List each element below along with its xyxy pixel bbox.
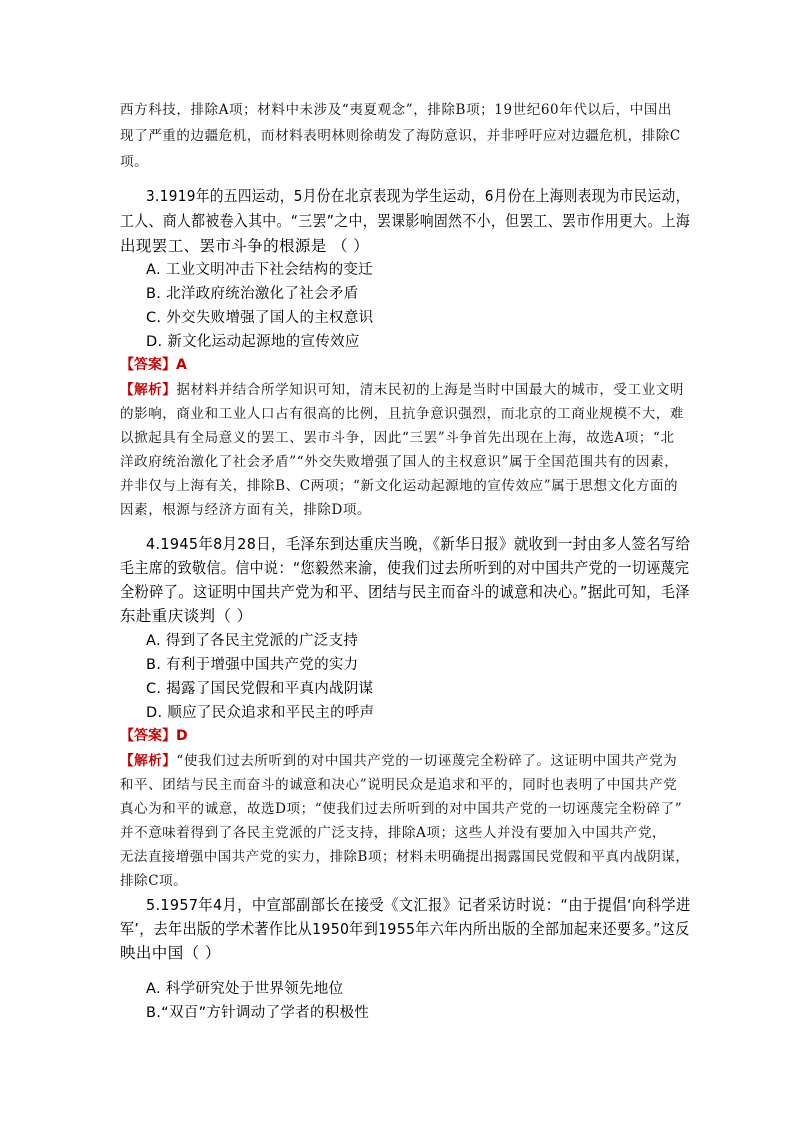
q4-stem-line: 毛主席的致敬信。信中说：“您毅然来渝，使我们过去所听到的对中国共产党的一切诬蔑完 — [120, 559, 690, 577]
q4-analysis-line: 无法直接增强中国共产党的实力，排除B项；材料未明确提出揭露国民党假和平真内战阴谋， — [120, 849, 690, 865]
answer-letter: D — [176, 728, 188, 744]
q3-analysis-line: 因素，根源与经济方面有关，排除D项。 — [120, 502, 372, 518]
prev-analysis-line: 西方科技，排除A项；材料中未涉及“夷夏观念”，排除B项；19世纪60年代以后，中国出 — [120, 102, 673, 118]
q3-option-b: B. 北洋政府统治激化了社会矛盾 — [146, 286, 359, 302]
q4-analysis-line — [120, 749, 677, 769]
q4-stem-line: 全粉碎了。这证明中国共产党为和平、团结与民主而奋斗的诚意和决心。”据此可知，毛泽 — [120, 583, 690, 601]
q4-option-d: D. 顺应了民众追求和平民主的呼声 — [146, 705, 375, 721]
q3-stem-line: 3.1919年的五四运动，5月份在北京表现为学生运动，6月份在上海则表现为市民运动， — [146, 187, 690, 205]
analysis-tag: 【解析】 — [120, 753, 177, 769]
q5-stem-line: 映出中国（ ） — [120, 944, 221, 962]
prev-analysis-line: 现了严重的边疆危机，而材料表明林则徐萌发了海防意识，并非呼吁应对边疆危机，排除C — [120, 128, 681, 144]
q5-stem-line: 军’，去年出版的学术著作比从1950年到1955年六年内所出版的全部加起来还要多。”这反 — [120, 920, 690, 938]
analysis-tag: 【解析】 — [120, 382, 177, 398]
analysis-text: “使我们过去所听到的对中国共产党的一切诬蔑完全粉碎了。这证明中国共产党为 — [176, 753, 678, 769]
q3-option-c: C. 外交失败增强了国人的主权意识 — [146, 310, 374, 326]
answer-letter: A — [176, 357, 187, 373]
q4-analysis-line: 和平、团结与民主而奋斗的诚意和决心”说明民众是追求和平的，同时也表明了中国共产党 — [120, 777, 678, 793]
q4-stem-line: 4.1945年8月28日，毛泽东到达重庆当晚，《新华日报》就收到一封由多人签名写给 — [146, 535, 691, 553]
q4-option-a: A. 得到了各民主党派的广泛支持 — [146, 633, 359, 649]
q4-answer — [120, 725, 188, 745]
q5-option-a: A. 科学研究处于世界领先地位 — [146, 981, 344, 997]
q3-answer — [120, 354, 187, 374]
q3-analysis-line: 洋政府统治激化了社会矛盾”“外交失败增强了国人的主权意识”属于全国范围共有的因素， — [120, 454, 679, 470]
analysis-text: 据材料并结合所学知识可知，清末民初的上海是当时中国最大的城市，受工业文明 — [176, 382, 685, 398]
q5-stem-line: 5.1957年4月，中宣部副部长在接受《文汇报》记者采访时说：“由于提倡‘向科学进 — [146, 896, 691, 914]
q5-option-b: B.“双百”方针调动了学者的积极性 — [146, 1005, 370, 1021]
q3-analysis-line — [120, 378, 684, 398]
answer-tag: 【答案】 — [120, 357, 176, 373]
q4-analysis-line: 排除C项。 — [120, 873, 188, 889]
q4-stem-line: 东赴重庆谈判（ ） — [120, 607, 253, 625]
q4-analysis-line: 真心为和平的诚意，故选D项；“使我们过去所听到的对中国共产党的一切诬蔑完全粉碎了” — [120, 801, 683, 817]
q4-analysis-line: 并不意味着得到了各民主党派的广泛支持，排除A项；这些人并没有要加入中国共产党， — [120, 825, 667, 841]
q3-stem-line: 出现罢工、罢市斗争的根源是 （ ） — [120, 237, 370, 255]
q3-stem-line: 工人、商人都被卷入其中。“三罢”之中，罢课影响固然不小，但罢工、罢市作用更大。上海 — [120, 212, 691, 230]
answer-tag: 【答案】 — [120, 728, 176, 744]
prev-analysis-line: 项。 — [120, 154, 149, 170]
q3-option-a: A. 工业文明冲击下社会结构的变迁 — [146, 262, 373, 278]
q3-option-d: D. 新文化运动起源地的宣传效应 — [146, 334, 360, 350]
q4-option-c: C. 揭露了国民党假和平真内战阴谋 — [146, 681, 374, 697]
q3-analysis-line: 并非仅与上海有关，排除B、C两项；“新文化运动起源地的宣传效应”属于思想文化方面的 — [120, 478, 679, 494]
q4-option-b: B. 有利于增强中国共产党的实力 — [146, 657, 359, 673]
q3-analysis-line: 以掀起具有全局意义的罢工、罢市斗争，因此“三罢”斗争首先出现在上海，故选A项；“北 — [120, 430, 675, 446]
q3-analysis-line: 的影响，商业和工业人口占有很高的比例，且抗争意识强烈，而北京的工商业规模不大，难 — [120, 406, 684, 422]
